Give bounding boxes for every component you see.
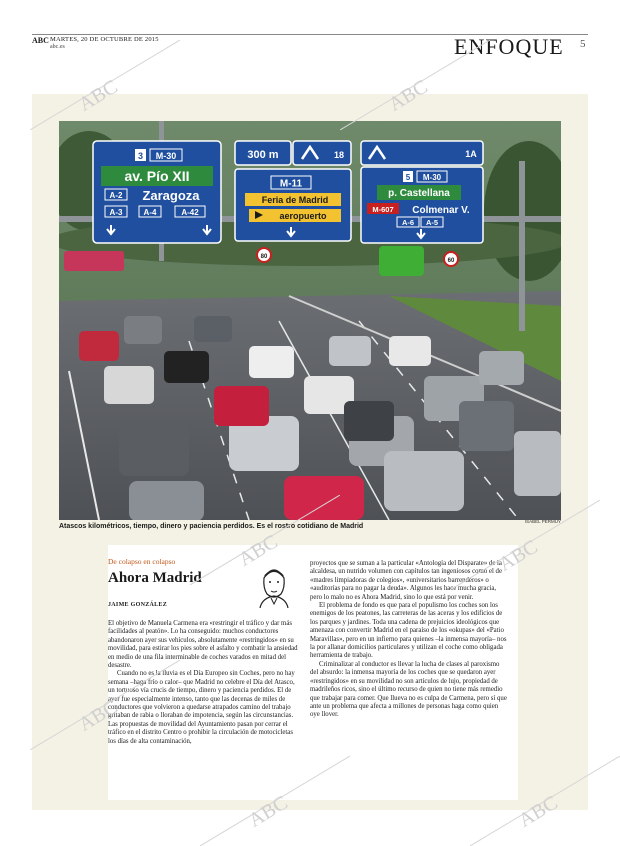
paragraph: Criminalizar al conductor es llevar la lucha de clases al paroxismo del absurdo: la inmensa mayoría de los coches que se quedaron ayer «restringidos» en su movilidad no son artículos de lujo, propiedad de madrileños ricos, sino el último recurso de quien no tiene más remedio que trabajar para comer. Que llueva no es culpa de Carmena, pero sí que ante un problema que afecta a millones de personas haga como quien oye llover. bbox=[310, 660, 507, 719]
svg-text:ABC: ABC bbox=[234, 530, 282, 571]
sign-mid-exit: 18 bbox=[333, 150, 345, 160]
article-kicker: De colapso en colapso bbox=[108, 557, 176, 566]
sign-left-exit: 3 bbox=[137, 151, 144, 161]
svg-text:ABC: ABC bbox=[74, 695, 122, 736]
header-site: abc.es bbox=[50, 44, 65, 50]
sign-right-route-red: M-607 bbox=[372, 205, 394, 214]
abc-watermark bbox=[30, 660, 180, 750]
svg-text:60: 60 bbox=[447, 258, 455, 264]
article-headline: Ahora Madrid bbox=[108, 570, 202, 586]
header-brand: ABC bbox=[32, 36, 49, 45]
svg-text:ABC: ABC bbox=[74, 75, 122, 116]
abc-watermark bbox=[470, 756, 620, 846]
section-title: ENFOQUE bbox=[454, 34, 564, 59]
paragraph: Cuando no es la lluvia es el Día Europeo sin Coches, pero no hay semana –haga frío o calor– que Madrid no celebre el Día del Atasco, un tortuoso vía crucis de tiempo, dinero y paciencia perdidos. El de ayer fue especialmente intenso, tanto que las decenas de miles de conductores que volvieron a quedarse atrapados camino del trabajo gritaban de rabia o lloraban de impotencia, según las circunstancias. Las propuestas de movilidad del Ayuntamiento pasan por cerrar el tráfico en el distrito Centro o prohibir la circulación de motocicletas los días de alta contaminación, bbox=[108, 670, 295, 745]
road-sign-mid-top bbox=[235, 141, 351, 165]
photo-caption: Atascos kilométricos, tiempo, dinero y paciencia perdidos. Es el rostro cotidiano de Madrid bbox=[59, 523, 364, 530]
header-date: MARTES, 20 DE OCTUBRE DE 2015 bbox=[50, 36, 159, 43]
sign-right-exit-number: 5 bbox=[405, 173, 411, 182]
photo-credit: ISABEL PERMUY bbox=[524, 519, 561, 524]
sign-mid-line2: aeropuerto bbox=[279, 211, 327, 221]
road-sign-right-top bbox=[361, 141, 483, 165]
abc-watermark bbox=[190, 495, 340, 585]
sign-mid-line1: Feria de Madrid bbox=[261, 195, 329, 205]
svg-text:ABC: ABC bbox=[514, 791, 562, 832]
sign-right-exit: 1A bbox=[465, 149, 477, 159]
speed-limit-sign bbox=[257, 248, 271, 262]
sign-right-line1: p. Castellana bbox=[388, 188, 450, 199]
sign-left-route: M-30 bbox=[155, 151, 177, 161]
sign-left-line2: Zaragoza bbox=[142, 188, 200, 203]
sign-mid-route: M-11 bbox=[279, 178, 303, 190]
sign-right-route-a5: A-5 bbox=[425, 218, 439, 227]
sign-left-route-a: A-2 bbox=[109, 191, 123, 200]
abc-watermark bbox=[340, 40, 490, 130]
paragraph: proyectos que se suman a la particular «Antología del Disparate» de la alcaldesa, un nutrido volumen con capítulos tan ingeniosos como el de «madres limpiadoras de colegios», «universitarios barrenderos» o «auditorías para no pagar la deuda». Algunos les hace mucha gracia, pero lo malo no es Ahora Madrid, sino lo que está por venir. bbox=[310, 560, 502, 601]
traffic-photo bbox=[59, 121, 561, 520]
abc-watermark bbox=[30, 40, 180, 130]
sign-left-route-b2: A-4 bbox=[143, 208, 157, 217]
road-sign-mid bbox=[235, 169, 351, 241]
svg-text:ABC: ABC bbox=[494, 535, 542, 576]
road-sign-left bbox=[93, 141, 221, 243]
svg-text:ABC: ABC bbox=[244, 791, 292, 832]
sign-distance: 300 m bbox=[247, 149, 279, 161]
abc-watermark bbox=[200, 756, 350, 846]
abc-watermark bbox=[450, 500, 600, 590]
sign-right-route-a6: A-6 bbox=[401, 218, 415, 227]
sign-left-route-b3: A-42 bbox=[181, 208, 199, 217]
sign-left-line1: av. Pío XII bbox=[124, 168, 190, 184]
page-number: 5 bbox=[580, 38, 586, 50]
svg-text:ABC: ABC bbox=[384, 75, 432, 116]
paragraph: El objetivo de Manuela Carmena era «restringir el tráfico y dar más facilidades al peatón». Lo ha conseguido: muchos conductores abandonaron ayer sus vehículos, absolutamente «restringidos» en su movilidad, para estirar los pies sobre el asfalto y combatir la ansiedad en medio de una fila interminable de coches varados en mitad del desastre. bbox=[108, 620, 298, 670]
sign-left-route-b1: A-3 bbox=[109, 208, 123, 217]
road-sign-right bbox=[361, 167, 483, 243]
sign-right-line2: Colmenar V. bbox=[412, 205, 470, 216]
svg-text:80: 80 bbox=[260, 254, 268, 260]
speed-limit-sign bbox=[444, 252, 458, 266]
article-byline: JAIME GONZÁLEZ bbox=[108, 602, 168, 608]
paragraph: El problema de fondo es que para el populismo los coches son los enemigos de los peatones, las carreteras de las aceras y los edificios de los parques y jardines. Toda una cadena de prejuicios ideológicos que amenaza con convertir Madrid en el paraíso de los «okupas» del «Patio Maravillas», pero en un infierno para quienes –la inmensa mayoría– nos la por allanar domicilios particulares y utilizan el coche como obligada herramienta de trabajo. bbox=[310, 602, 507, 660]
sign-right-route: M-30 bbox=[422, 173, 442, 182]
